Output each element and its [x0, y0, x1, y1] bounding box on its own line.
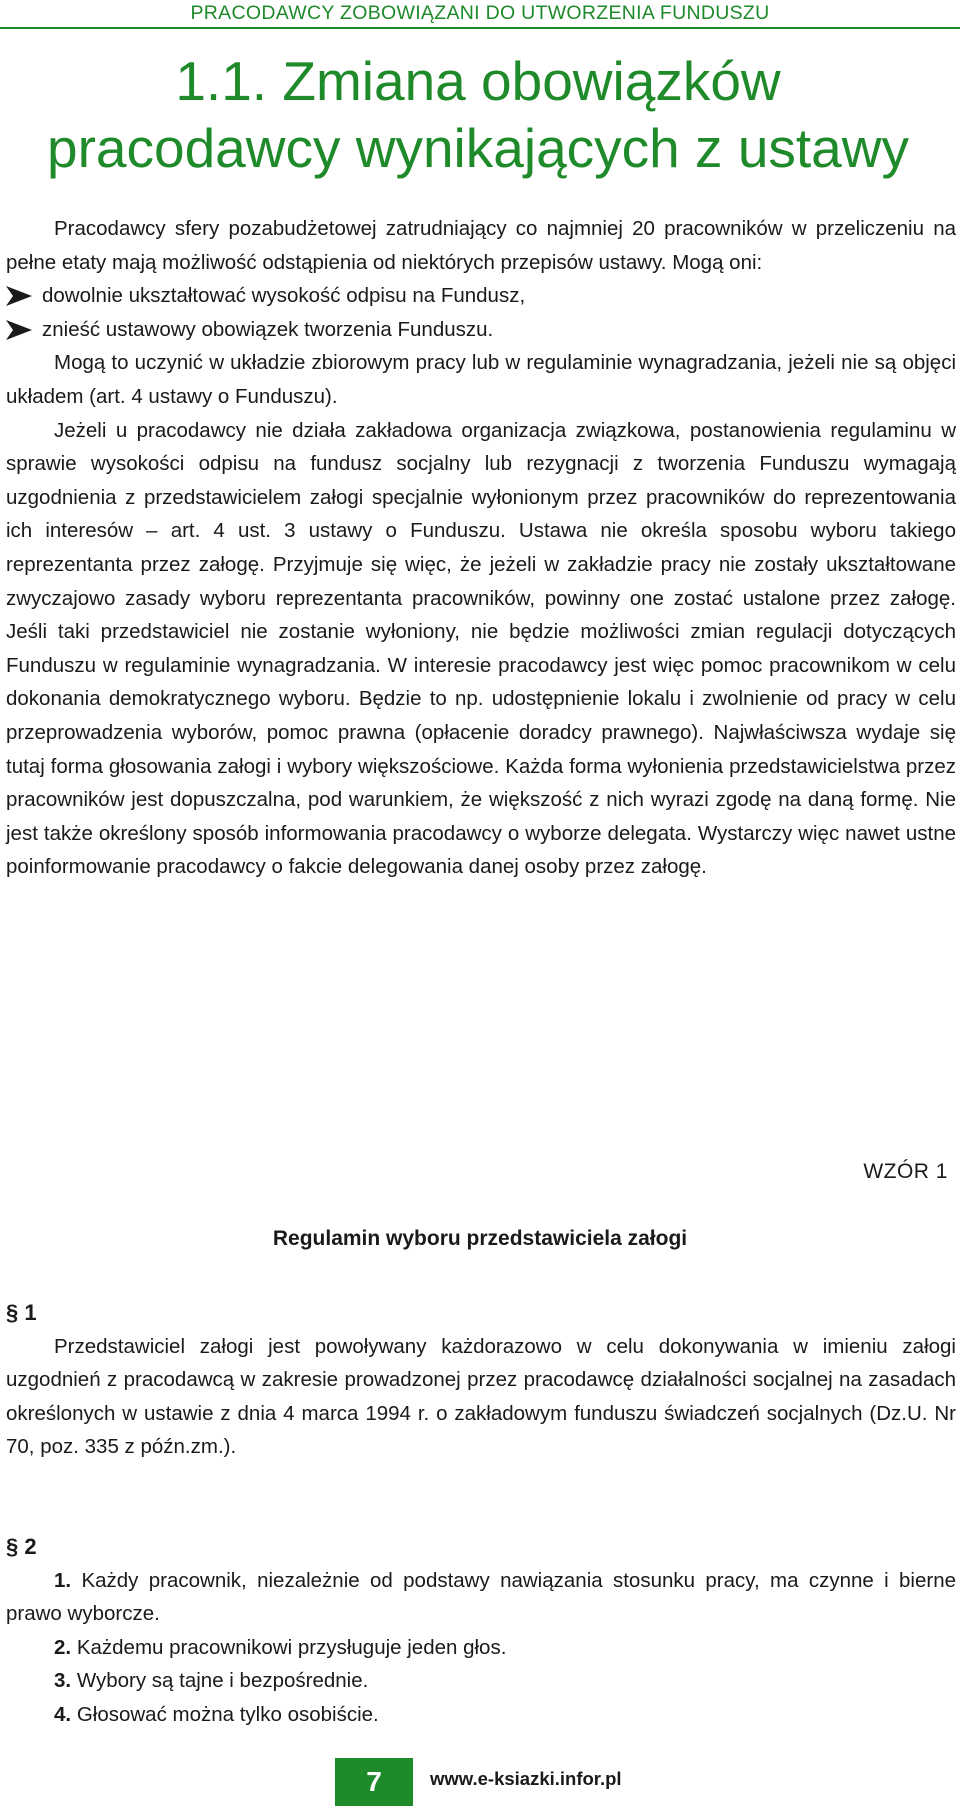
- item-text: Głosować można tylko osobiście.: [76, 1702, 379, 1726]
- chapter-title-line-2: pracodawcy wynikających z ustawy: [46, 117, 909, 179]
- item-number: 4.: [54, 1702, 72, 1726]
- item-text: Każdy pracownik, niezależnie od podstawy nawiązania stosunku pracy, ma czynne i bierne prawo wyborcze.: [6, 1568, 956, 1626]
- section-2-item: [6, 1564, 956, 1631]
- section-2-item: [6, 1698, 956, 1732]
- header-rule: [0, 27, 960, 29]
- section-2-item: [6, 1631, 956, 1665]
- bullet-item: [6, 313, 956, 347]
- section-1: [6, 1296, 956, 1464]
- bullet-list: [6, 279, 956, 346]
- section-2-item: [6, 1664, 956, 1698]
- item-number: 3.: [54, 1669, 72, 1693]
- page-number: 7: [335, 1758, 413, 1806]
- item-number: 2.: [54, 1635, 72, 1659]
- chapter-title: [28, 48, 928, 182]
- item-text: Wybory są tajne i bezpośrednie.: [76, 1669, 369, 1693]
- bullet-text: znieść ustawowy obowiązek tworzenia Funduszu.: [42, 317, 494, 341]
- arrow-bullet-icon: [6, 286, 32, 306]
- paragraph-3: Jeżeli u pracodawcy nie działa zakładowa organizacja związkowa, postanowienia regulaminu w sprawie wysokości odpisu na fundusz socjalny lub rezygnacji z tworzenia Funduszu wymagają uzgodnienia z przedstawicielem załogi specjalnie wyłonionym przez pracowników do reprezentowania ich interesów – art. 4 ust. 3 ustawy o Funduszu. Ustawa nie określa sposobu wyboru takiego reprezentanta przez załogę. Przyjmuje się więc, że jeżeli w zakładzie pracy nie zostały ukształtowane zwyczajowo zasady wyboru reprezentanta pracowników, powinny one zostać ustalone przez załogę. Jeśli taki przedstawiciel nie zostanie wyłoniony, nie będzie możliwości zmian regulacji dotyczących Funduszu w regulaminie wynagradzania. W interesie pracodawcy jest więc pomoc pracownikom w celu dokonania demokratycznego wyboru. Będzie to np. udostępnienie lokalu i zwolnienie od pracy w celu przeprowadzenia wyborów, pomoc prawna (opłacenie doradcy prawnego). Najwłaściwsza wydaje się tutaj forma głosowania załogi i wybory większościowe. Każda forma wyłonienia przedstawicielstwa przez pracowników jest dopuszczalna, pod warunkiem, że większość z nich wyrazi zgodę na daną formę. Nie jest także określony sposób informowania pracodawcy o wyborze delegata. Wystarczy więc nawet ustne poinformowanie pracodawcy o fakcie delegowania danej osoby przez załogę.: [6, 418, 956, 879]
- section-1-text: Przedstawiciel załogi jest powoływany każdorazowo w celu dokonywania w imieniu załogi uzgodnień z pracodawcą w zakresie prowadzonej przez pracodawcę działalności socjalnej na zasadach określonych w ustawie z dnia 4 marca 1994 r. o zakładowym funduszu świadczeń socjalnych (Dz.U. Nr 70, poz. 335 z późn.zm.).: [6, 1334, 956, 1459]
- footer-url-link[interactable]: www.e-ksiazki.infor.pl: [430, 1768, 622, 1789]
- document-title: Regulamin wyboru przedstawiciela załogi: [272, 1227, 688, 1250]
- bullet-text: dowolnie ukształtować wysokość odpisu na Fundusz,: [42, 284, 526, 308]
- paragraph-2: Mogą to uczynić w układzie zbiorowym pracy lub w regulaminie wynagradzania, jeżeli nie są objęci układem (art. 4 ustawy o Funduszu).: [6, 351, 956, 408]
- intro-paragraph: Pracodawcy sfery pozabudżetowej zatrudniający co najmniej 20 pracowników w przeliczeniu na pełne etaty mają możliwość odstąpienia od niektórych przepisów ustawy. Mogą oni:: [6, 217, 956, 274]
- arrow-bullet-icon: [6, 320, 32, 340]
- section-2: [6, 1530, 956, 1732]
- chapter-title-line-1: 1.1. Zmiana obowiązków: [175, 50, 781, 112]
- section-sign-1: § 1: [6, 1300, 37, 1325]
- bullet-item: [6, 279, 956, 313]
- intro-section: [6, 212, 956, 884]
- item-number: 1.: [54, 1568, 72, 1592]
- item-text: Każdemu pracownikowi przysługuje jeden głos.: [76, 1635, 507, 1659]
- running-head: PRACODAWCY ZOBOWIĄZANI DO UTWORZENIA FUNDUSZU: [190, 2, 770, 24]
- pattern-label: WZÓR 1: [863, 1160, 948, 1183]
- section-sign-2: § 2: [6, 1534, 37, 1559]
